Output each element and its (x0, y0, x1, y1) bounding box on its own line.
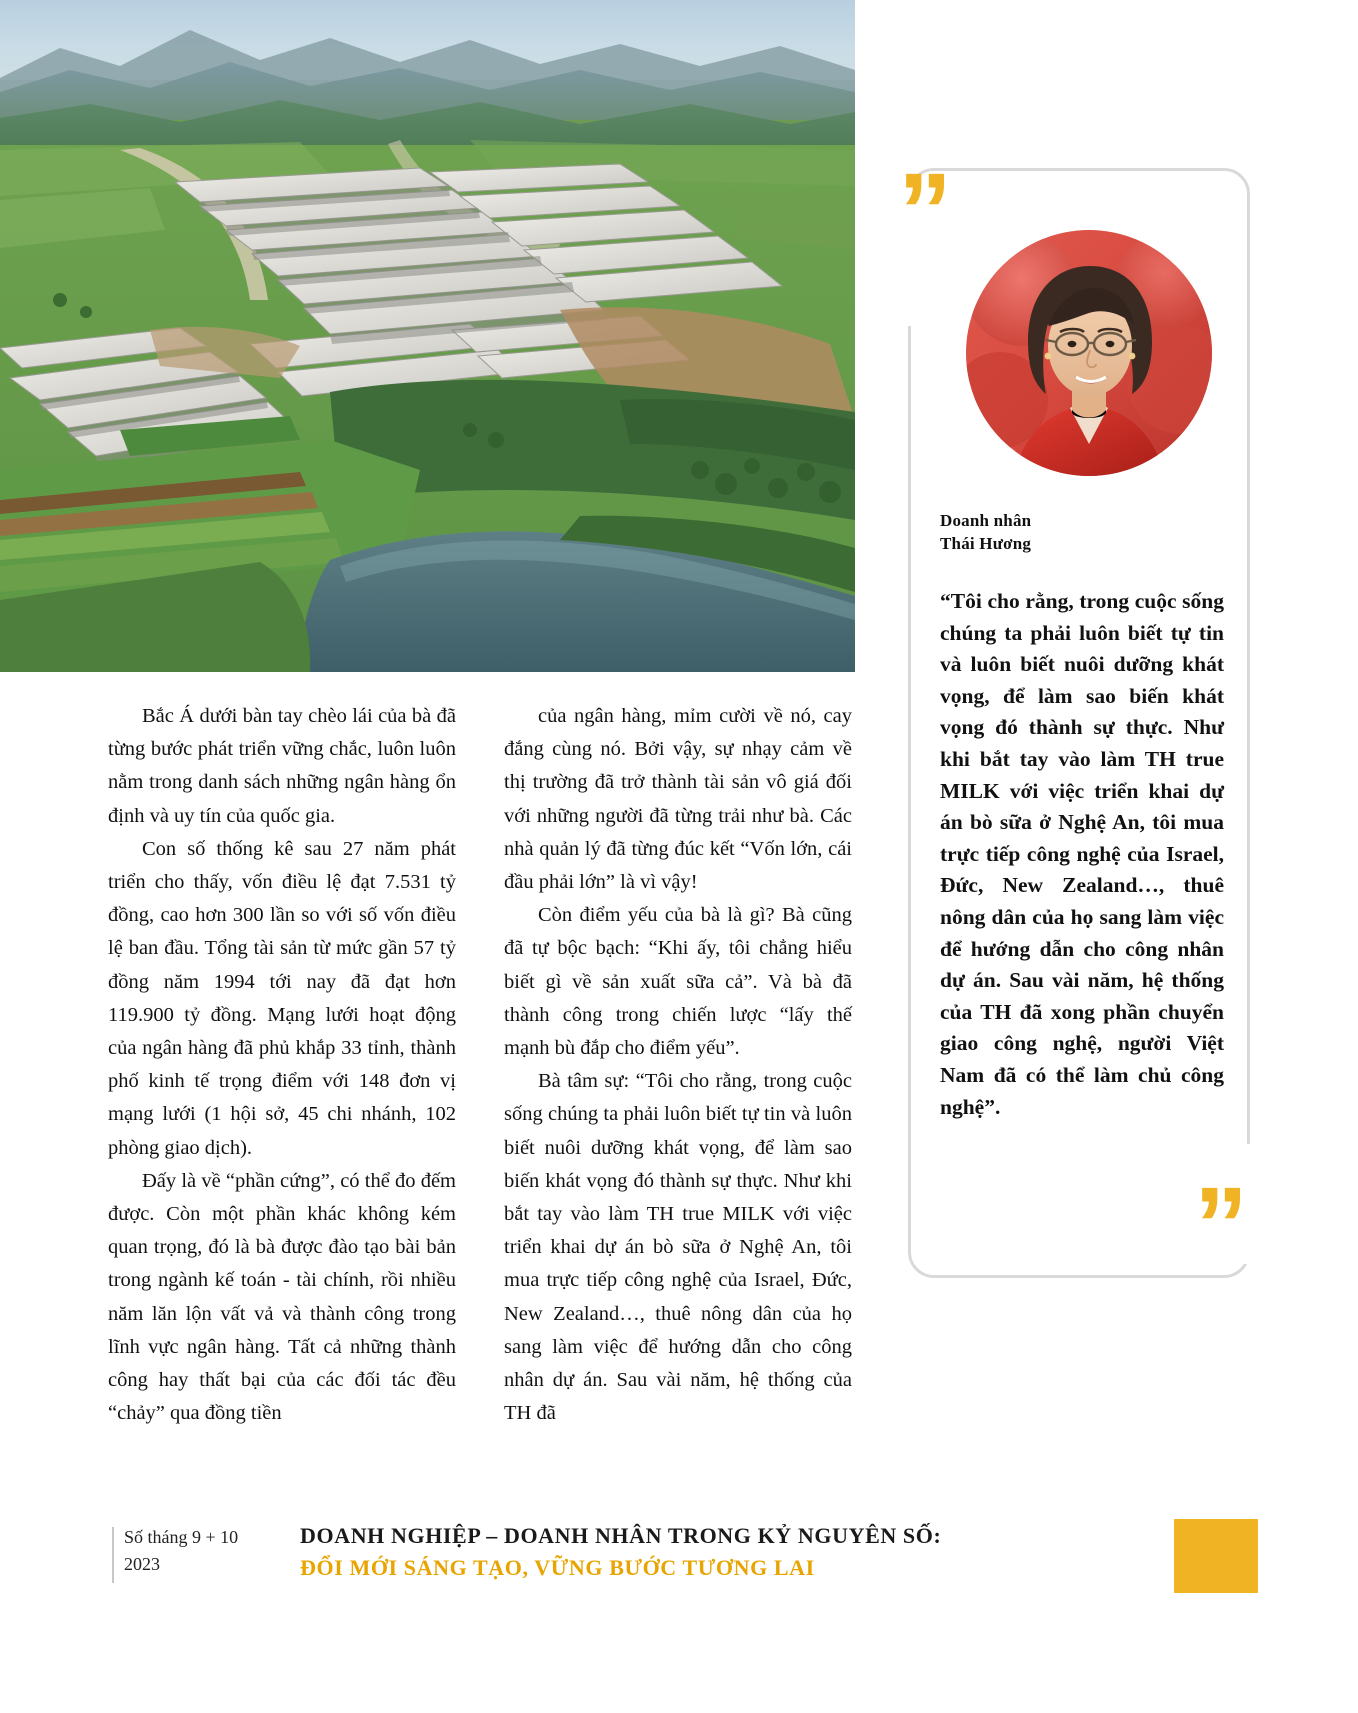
portrait-byline (940, 510, 1031, 556)
pullquote-panel (898, 150, 1250, 1285)
quote-close-icon: ” (1194, 1163, 1246, 1285)
pullquote-text: “Tôi cho rằng, trong cuộc sống chúng ta phải luôn biết tự tin và luôn biết nuôi dưỡng khát vọng, để làm sao biến khát vọng đó thành sự thực. Như khi bắt tay vào làm TH true MILK với việc triển khai dự án bò sữa ở Nghệ An, tôi mua trực tiếp công nghệ của Israel, Đức, New Zealand…, thuê nông dân của họ sang làm việc để hướng dẫn cho công nhân dự án. Sau vài năm, hệ thống của TH đã xong phần chuyển giao công nghệ, người Việt Nam đã có thể làm chủ công nghệ”. (940, 589, 1224, 1119)
portrait-thai-huong (966, 230, 1212, 476)
footer-issue-line-1: Số tháng 9 + 10 (124, 1527, 239, 1547)
portrait-illustration (966, 230, 1212, 476)
footer-accent-block (1174, 1519, 1258, 1593)
article-body (108, 700, 852, 1425)
aerial-farm-illustration (0, 0, 855, 672)
footer-issue (124, 1524, 274, 1578)
page-footer (0, 1523, 1358, 1713)
body-column-right (504, 700, 852, 1425)
body-column-left (108, 700, 456, 1425)
aerial-farm-photo (0, 0, 855, 672)
paragraph: của ngân hàng, mỉm cười về nó, cay đắng cùng nó. Bởi vậy, sự nhạy cảm về thị trường đã trở thành tài sản vô giá đối với những người đã từng trải như bà. Các nhà quản lý đã từng đúc kết “Vốn lớn, cái đầu phải lớn” là vì vậy! (504, 705, 852, 894)
footer-issue-line-2: 2023 (124, 1554, 160, 1574)
byline-line-1: Doanh nhân (940, 511, 1032, 530)
quote-open-icon: ” (898, 150, 950, 271)
paragraph: Con số thống kê sau 27 năm phát triển cho thấy, vốn điều lệ đạt 7.531 tỷ đồng, cao hơn 300 lần so với số vốn điều lệ ban đầu. Tổng tài sản từ mức gần 57 tỷ đồng năm 1994 tới nay đã đạt hơn 119.900 tỷ đồng. Mạng lưới hoạt động của ngân hàng đã phủ khắp 33 tỉnh, thành phố kinh tế trọng điểm với 148 đơn vị mạng lưới (1 hội sở, 45 chi nhánh, 102 phòng giao dịch). (108, 837, 456, 1159)
byline-line-2: Thái Hương (940, 533, 1032, 553)
footer-title-line-1: DOANH NGHIỆP – DOANH NHÂN TRONG KỶ NGUYÊN SỐ: (300, 1523, 942, 1548)
footer-divider (112, 1527, 114, 1583)
paragraph: Bà tâm sự: “Tôi cho rằng, trong cuộc sống chúng ta phải luôn biết tự tin và luôn biết nuôi dưỡng khát vọng, để làm sao biến khát vọng đó thành sự thực. Như khi bắt tay vào làm TH true MILK với việc triển khai dự án bò sữa ở Nghệ An, tôi mua trực tiếp công nghệ của Israel, Đức, New Zealand…, thuê nông dân của họ sang làm việc để hướng dẫn cho công nhân dự án. Sau vài năm, hệ thống của TH đã (504, 1070, 852, 1425)
footer-title-line-2: ĐỔI MỚI SÁNG TẠO, VỮNG BƯỚC TƯƠNG LAI (300, 1555, 815, 1580)
paragraph: Đấy là về “phần cứng”, có thể đo đếm được. Còn một phần khác không kém quan trọng, đó là bà được đào tạo bài bản trong ngành kế toán - tài chính, rồi nhiều năm lăn lộn vất vả và thành công trong lĩnh vực ngân hàng. Tất cả những thành công hay thất bại của các đối tác đều “chảy” qua đồng tiền (108, 1169, 456, 1425)
paragraph: Bắc Á dưới bàn tay chèo lái của bà đã từng bước phát triển vững chắc, luôn luôn nằm trong danh sách những ngân hàng ổn định và uy tín của quốc gia. (108, 705, 456, 827)
paragraph: Còn điểm yếu của bà là gì? Bà cũng đã tự bộc bạch: “Khi ấy, tôi chẳng hiểu biết gì về sản xuất sữa cả”. Và bà đã thành công trong chiến lược “lấy thế mạnh bù đắp cho điểm yếu”. (504, 904, 852, 1060)
